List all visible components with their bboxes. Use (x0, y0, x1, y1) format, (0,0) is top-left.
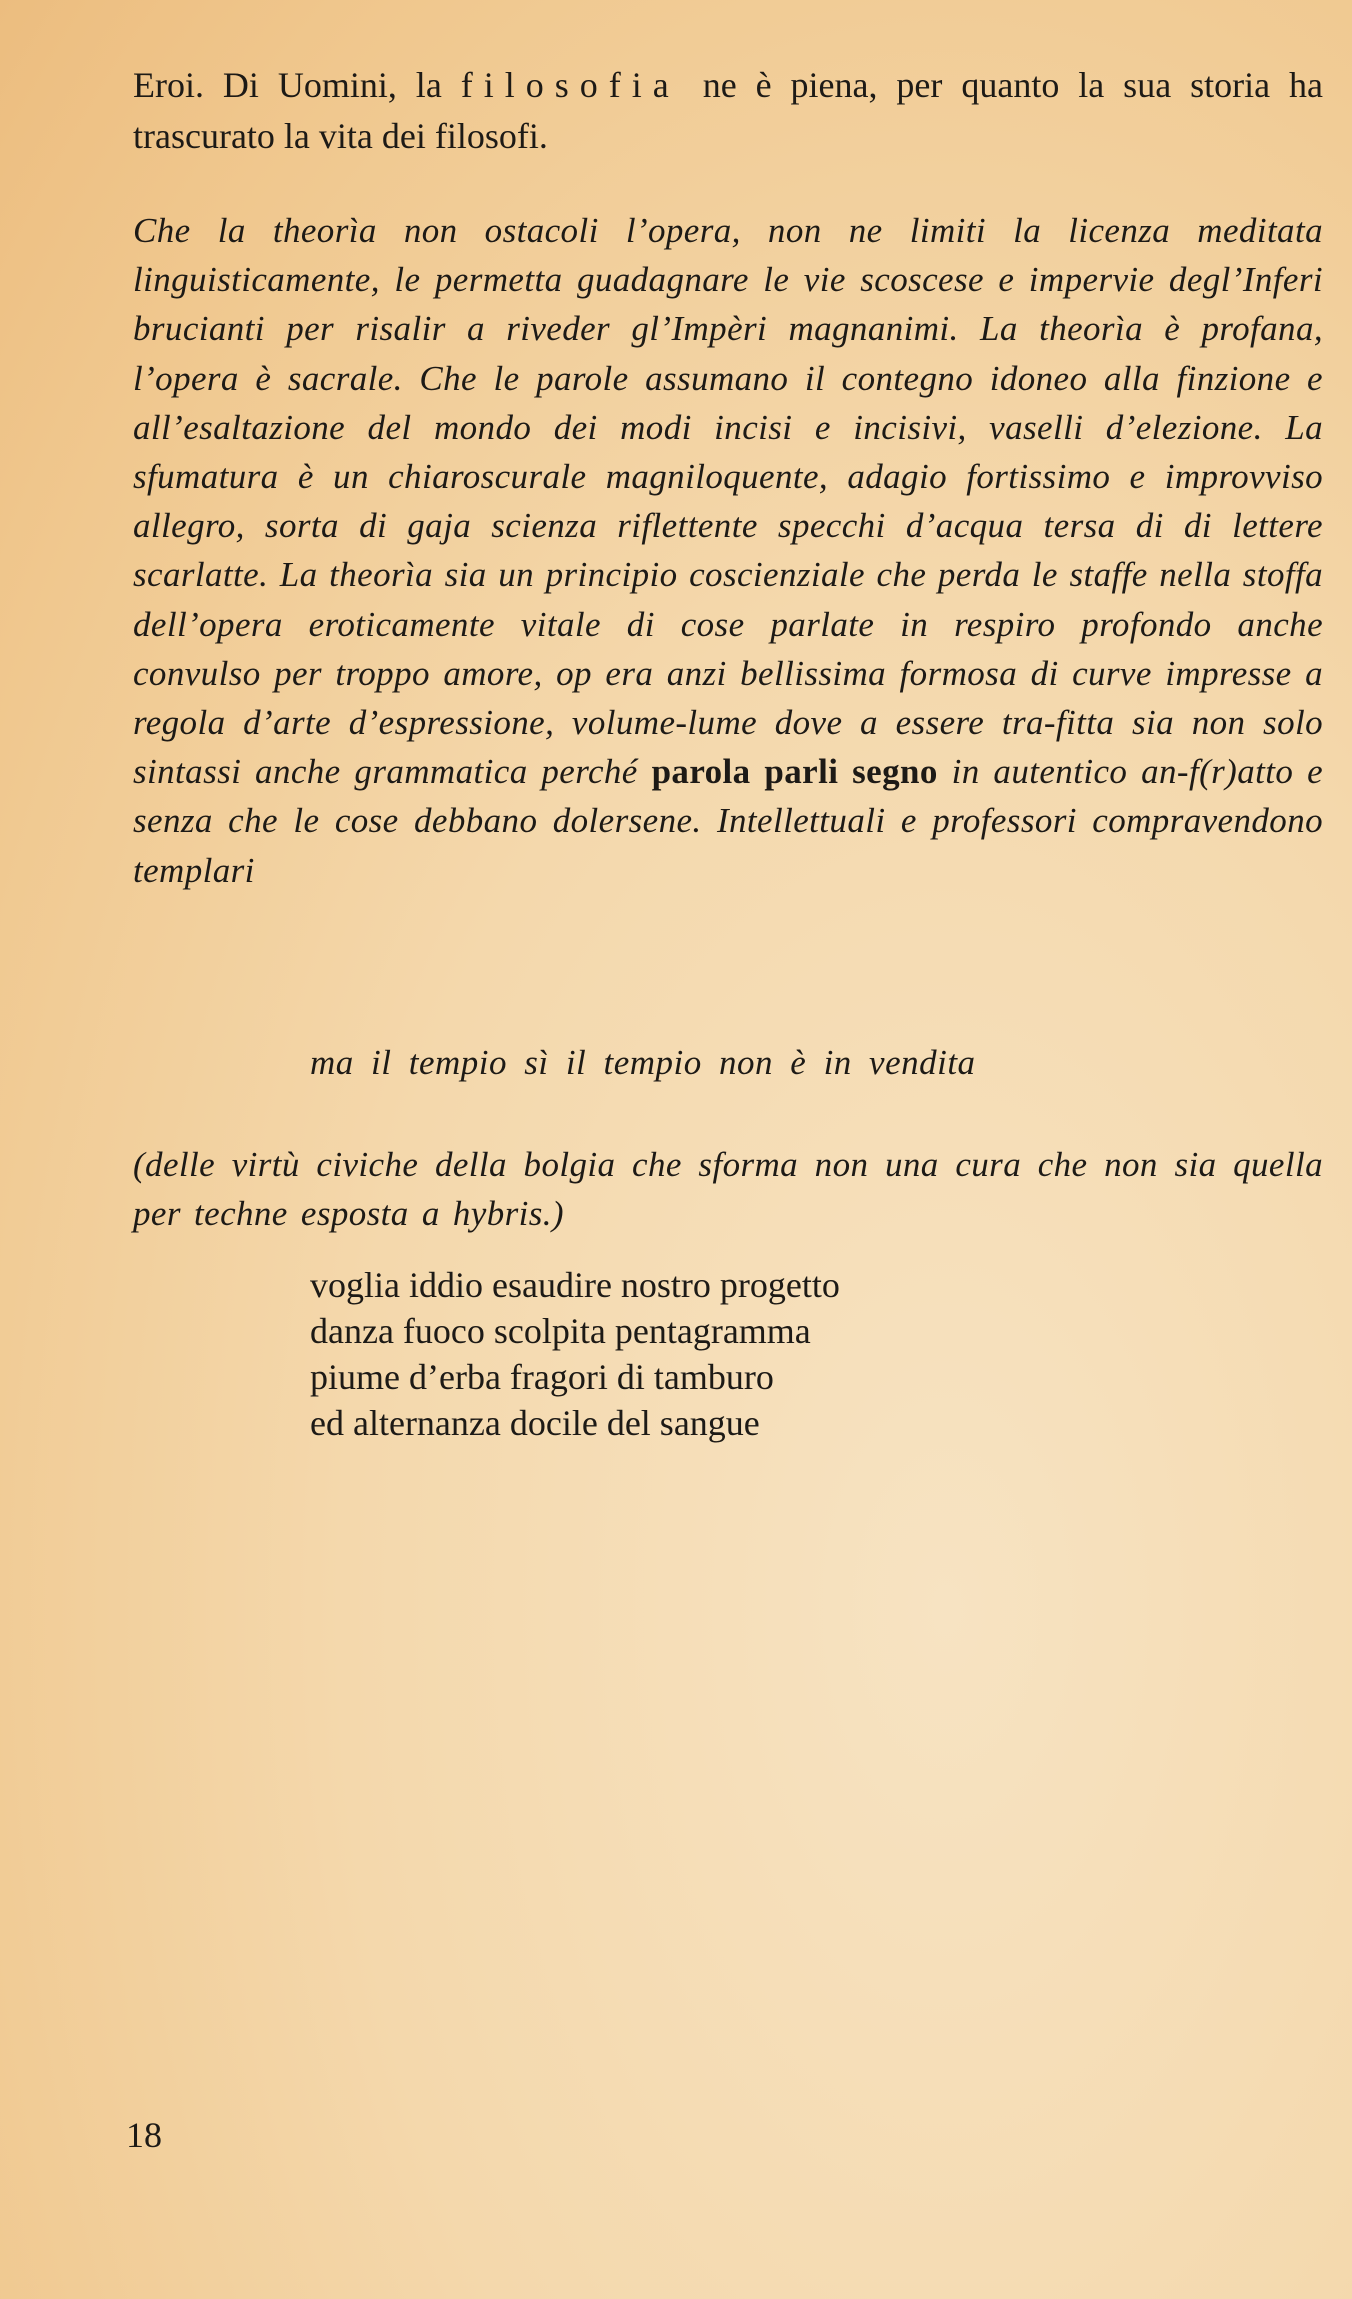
spaced-word-filosofia: filosofia (460, 65, 680, 105)
opening-paragraph (133, 60, 1323, 162)
poem-line: voglia iddio esaudire nostro progetto (310, 1265, 840, 1305)
parenthetical-paragraph: (delle virtù civiche della bolgia che sforma non una cura che non sia quella per techne esposta a hybris.) (133, 1145, 1323, 1233)
poem-line: ed alternanza docile del sangue (310, 1403, 760, 1443)
poem-stanza (310, 1262, 840, 1446)
poem-line: danza fuoco scolpita pentagramma (310, 1311, 811, 1351)
centered-line: ma il tempio sì il tempio non è in vendita (310, 1043, 976, 1082)
opening-text-end: ne è piena, per quanto la sua storia ha trascurato la vita dei filosofi. (133, 65, 1324, 156)
opening-text-start: Eroi. Di Uomini, la (133, 65, 442, 105)
page-number: 18 (126, 2115, 162, 2155)
manifesto-text-end: in autentico an-f(r)atto e senza che le cose debbano dolersene. Intellettuali e professori compravendono templari (133, 752, 1323, 890)
manifesto-paragraph (133, 206, 1323, 895)
manifesto-text-start: Che la theorìa non ostacoli l’opera, non ne limiti la licenza meditata linguisticamente, le permetta guadagnare le vie scoscese e impervie degl’Inferi brucianti per risalir a riveder gl’Impèri magnanimi. La theorìa è profana, l’opera è sacrale. Che le parole assumano il contegno idoneo alla finzione e all’esaltazione del mondo dei modi incisi e incisivi, vaselli d’elezione. La sfumatura è un chiaroscurale magniloquente, adagio fortissimo e improvviso allegro, sorta di gaja scienza riflettente specchi d’acqua tersa di di lettere scarlatte. La theorìa sia un principio coscienziale che perda le staffe nella stoffa dell’opera eroticamente vitale di cose parlate in respiro profondo anche convulso per troppo amore, op era anzi bellissima formosa di curve impresse a regola d’arte d’espressione, volume-lume dove a essere tra-fitta sia non solo sintassi anche grammatica perché (133, 211, 1323, 792)
bold-phrase: parola parli segno (651, 752, 938, 792)
poem-line: piume d’erba fragori di tamburo (310, 1357, 774, 1397)
